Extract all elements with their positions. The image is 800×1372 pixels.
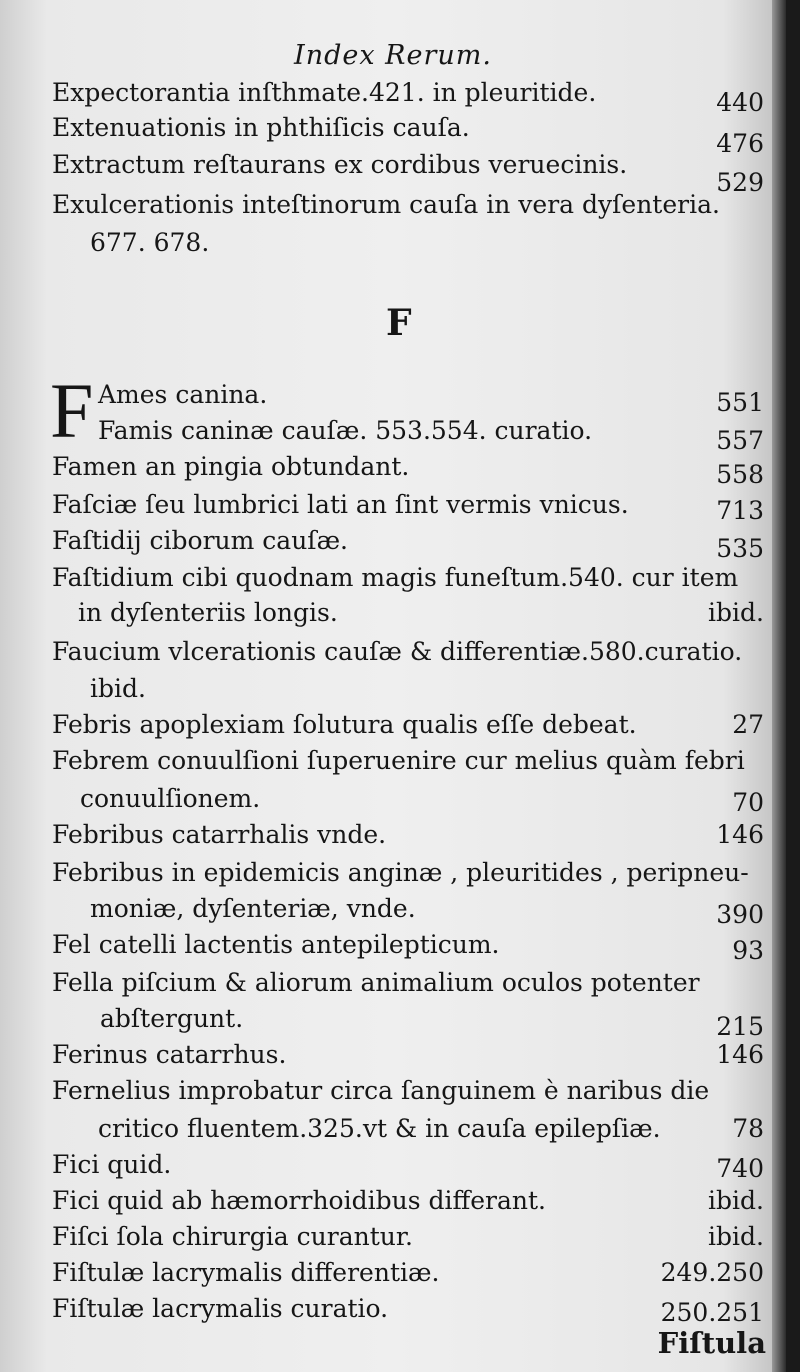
index-entry bbox=[52, 78, 764, 117]
index-entry bbox=[52, 150, 764, 197]
entry-page: 440 bbox=[716, 88, 764, 117]
index-entry bbox=[52, 1258, 764, 1288]
index-entry bbox=[52, 113, 764, 158]
entry-page: 93 bbox=[732, 936, 764, 965]
entry-text: Fici quid. bbox=[52, 1150, 172, 1179]
entry-text: Fiſtulæ lacrymalis curatio. bbox=[52, 1294, 389, 1323]
entry-continuation: in dyſenteriis longis. bbox=[78, 598, 338, 627]
index-entry bbox=[52, 1222, 764, 1252]
entry-page: 551 bbox=[716, 388, 764, 417]
entry-text: Fiſtulæ lacrymalis differentiæ. bbox=[52, 1258, 440, 1287]
entry-text: Faſciæ ſeu lumbrici lati an ſint vermis vnicus. bbox=[52, 490, 629, 519]
index-entry bbox=[52, 452, 764, 489]
entry-continuation: moniæ, dyſenteriæ, vnde. bbox=[90, 894, 416, 923]
entry-page: 146 bbox=[716, 820, 764, 849]
index-entry bbox=[52, 858, 764, 888]
entry-page: 713 bbox=[716, 496, 764, 525]
entry-text: Ferinus catarrhus. bbox=[52, 1040, 287, 1069]
entry-page: 70 bbox=[732, 788, 764, 817]
index-entry bbox=[52, 820, 764, 850]
entry-text: Febrem conuulſioni ſuperuenire cur melius quàm febri bbox=[52, 746, 745, 775]
index-entry bbox=[52, 526, 764, 563]
index-entry bbox=[52, 1294, 764, 1327]
index-entry bbox=[52, 1150, 764, 1183]
entry-page: 740 bbox=[716, 1154, 764, 1183]
entry-page: ibid. bbox=[708, 1186, 764, 1215]
entry-text: Febribus in epidemicis anginæ , pleuritides , peripneu- bbox=[52, 858, 749, 887]
drop-cap: F bbox=[50, 367, 94, 454]
entry-text: Famis caninæ cauſæ. 553.554. curatio. bbox=[98, 416, 593, 445]
entry-text: Febris apoplexiam ſolutura qualis eſſe debeat. bbox=[52, 710, 637, 739]
index-entry bbox=[52, 930, 764, 965]
entry-page: 27 bbox=[732, 710, 764, 739]
entry-continuation-line bbox=[78, 598, 764, 628]
entry-text: Ames canina. bbox=[98, 380, 268, 409]
section-letter: F bbox=[386, 302, 412, 344]
entry-text: Extractum reſtaurans ex cordibus veruecinis. bbox=[52, 150, 628, 179]
entry-page: 78 bbox=[732, 1114, 764, 1143]
entry-text: Febribus catarrhalis vnde. bbox=[52, 820, 387, 849]
entry-page: ibid. bbox=[708, 1222, 764, 1251]
entry-continuation-line bbox=[80, 784, 764, 817]
entry-continuation: abſtergunt. bbox=[100, 1004, 244, 1033]
entry-page: 249.250 bbox=[660, 1258, 764, 1287]
entry-text: Fici quid ab hæmorrhoidibus differant. bbox=[52, 1186, 546, 1215]
entry-page: 558 bbox=[716, 460, 764, 489]
entry-page: 535 bbox=[716, 534, 764, 563]
entry-text: Faſtidij ciborum cauſæ. bbox=[52, 526, 349, 555]
entry-continuation: critico fluentem.325.vt & in cauſa epilepſiæ. bbox=[98, 1114, 661, 1143]
entry-continuation: conuulſionem. bbox=[80, 784, 261, 813]
entry-page: 529 bbox=[716, 168, 764, 197]
entry-page: 215 bbox=[716, 1012, 764, 1041]
entry-text: Famen an pingia obtundant. bbox=[52, 452, 410, 481]
entry-continuation-line bbox=[100, 1004, 764, 1041]
index-entry bbox=[52, 563, 764, 593]
entry-text: Exulcerationis inteſtinorum cauſa in vera dyſenteria. bbox=[52, 190, 720, 219]
entry-text: Extenuationis in phthiſicis cauſa. bbox=[52, 113, 470, 142]
index-entry bbox=[98, 380, 764, 417]
entry-text: Fernelius improbatur circa ſanguinem è naribus die bbox=[52, 1076, 710, 1105]
index-entry bbox=[52, 746, 764, 776]
entry-page: ibid. bbox=[708, 598, 764, 627]
entry-continuation-line bbox=[98, 1114, 764, 1144]
index-entry bbox=[52, 968, 764, 998]
running-header: Index Rerum. bbox=[294, 40, 492, 71]
entry-text: Faucium vlcerationis cauſæ & differentiæ.580.curatio. bbox=[52, 637, 743, 666]
entry-page: 390 bbox=[716, 900, 764, 929]
entry-page: 476 bbox=[716, 129, 764, 158]
entry-page: 146 bbox=[716, 1040, 764, 1069]
page-edge bbox=[772, 0, 786, 1372]
entry-continuation-line bbox=[90, 894, 764, 929]
index-entry bbox=[52, 1076, 764, 1106]
entry-continuation: 677. 678. bbox=[90, 228, 210, 257]
index-entry bbox=[52, 190, 764, 220]
index-entry bbox=[98, 416, 764, 455]
entry-page: 557 bbox=[716, 426, 764, 455]
index-entry bbox=[52, 490, 764, 525]
index-entry bbox=[52, 1186, 764, 1216]
entry-text: Expectorantia inſthmate.421. in pleuritide. bbox=[52, 78, 597, 107]
entry-text: Fiſci ſola chirurgia curantur. bbox=[52, 1222, 413, 1251]
catchword: Fiſtula bbox=[657, 1326, 766, 1360]
entry-text: Fel catelli lactentis antepilepticum. bbox=[52, 930, 500, 959]
index-entry bbox=[52, 710, 764, 740]
entry-page: 250.251 bbox=[660, 1298, 764, 1327]
index-entry bbox=[52, 637, 764, 667]
entry-continuation: ibid. bbox=[90, 674, 146, 703]
entry-text: Fella piſcium & aliorum animalium oculos potenter bbox=[52, 968, 700, 997]
entry-text: Faſtidium cibi quodnam magis funeſtum.540. cur item bbox=[52, 563, 739, 592]
index-entry bbox=[52, 1040, 764, 1070]
